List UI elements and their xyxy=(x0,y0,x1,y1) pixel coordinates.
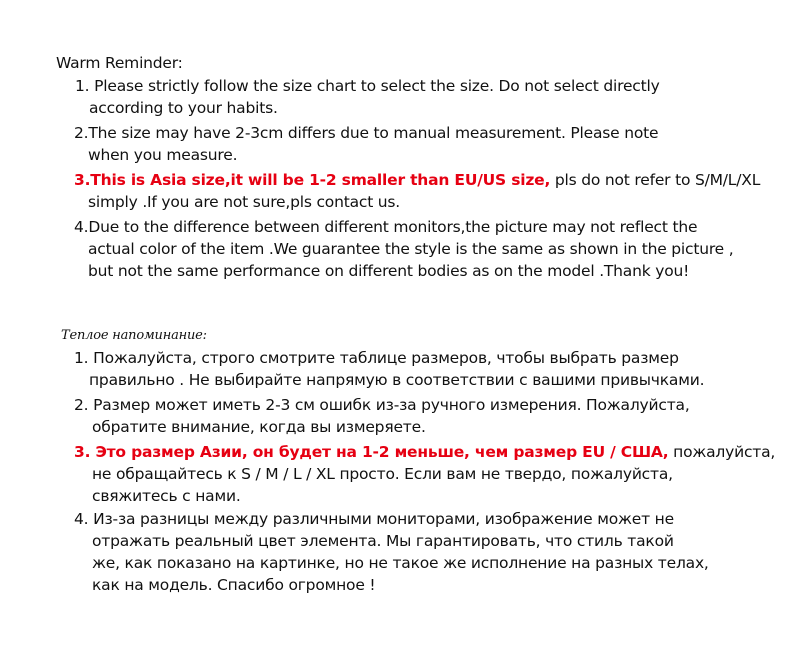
russian-item4-line3: же, как показано на картинке, но не такое же исполнение на разных телах, xyxy=(92,554,709,572)
english-title: Warm Reminder: xyxy=(56,54,183,72)
english-item2-line2: when you measure. xyxy=(88,146,238,164)
english-item4-line2: actual color of the item .We guarantee the style is the same as shown in the picture , xyxy=(88,240,734,258)
russian-item4-line1: 4. Из-за разницы между различными мониторами, изображение может не xyxy=(74,510,674,528)
russian-item3-line1 xyxy=(74,442,775,462)
russian-item1-line2: правильно . Не выбирайте напрямую в соответствии с вашими привычками. xyxy=(89,371,705,389)
russian-item3-line2: не обращайтесь к S / M / L / XL просто. Если вам не твердо, пожалуйста, xyxy=(92,465,673,483)
english-item3-rest: pls do not refer to S/M/L/XL xyxy=(550,171,761,189)
russian-item3-rest: пожалуйста, xyxy=(668,443,776,461)
english-item3-highlight: 3.This is Asia size,it will be 1-2 smaller than EU/US size, xyxy=(74,171,551,189)
russian-item3-highlight: 3. Это размер Азии, он будет на 1-2 меньше, чем размер EU / США, xyxy=(74,443,669,461)
russian-title: Теплое напоминание: xyxy=(61,328,207,343)
english-item2-line1: 2.The size may have 2-3cm differs due to manual measurement. Please note xyxy=(74,124,659,142)
russian-item2-line1: 2. Размер может иметь 2-3 см ошибк из-за ручного измерения. Пожалуйста, xyxy=(74,396,690,414)
english-item3-line2: simply .If you are not sure,pls contact us. xyxy=(88,193,401,211)
english-item1-line1: 1. Please strictly follow the size chart to select the size. Do not select directly xyxy=(75,77,660,95)
russian-item1-line1: 1. Пожалуйста, строго смотрите таблице размеров, чтобы выбрать размер xyxy=(74,349,679,367)
english-item4-line3: but not the same performance on different bodies as on the model .Thank you! xyxy=(88,262,690,280)
russian-item2-line2: обратите внимание, когда вы измеряете. xyxy=(92,418,426,436)
russian-item4-line4: как на модель. Спасибо огромное ! xyxy=(92,576,376,594)
russian-item3-line3: свяжитесь с нами. xyxy=(92,487,241,505)
english-item1-line2: according to your habits. xyxy=(89,99,278,117)
english-item4-line1: 4.Due to the difference between different monitors,the picture may not reflect the xyxy=(74,218,698,236)
russian-item4-line2: отражать реальный цвет элемента. Мы гарантировать, что стиль такой xyxy=(92,532,674,550)
english-item3-line1 xyxy=(74,170,760,190)
